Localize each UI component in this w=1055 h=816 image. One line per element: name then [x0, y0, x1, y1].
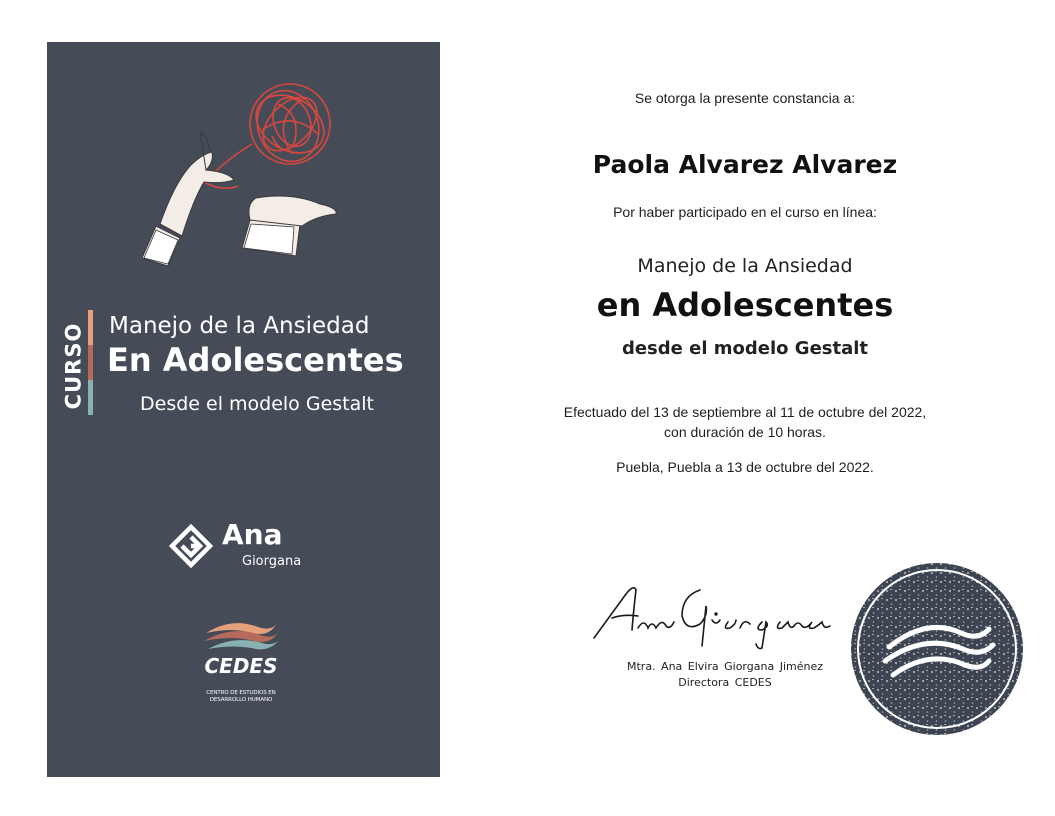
- institution-subtitle-line2: DESARROLLO HUMANO: [209, 697, 273, 703]
- institution-name: CEDES: [204, 654, 278, 678]
- certificate-reason: Por haber participado en el curso en línea:: [613, 204, 877, 220]
- course-dates: Efectuado del 13 de septiembre al 11 de octubre del 2022,: [563, 404, 927, 420]
- place-and-date: Puebla, Puebla a 13 de octubre del 2022.: [616, 459, 874, 475]
- ana-giorgana-logo: [169, 518, 302, 572]
- hands-with-red-yarn-ball-icon: [142, 74, 342, 270]
- recipient-name: Paola Alvarez Alvarez: [592, 150, 898, 179]
- diamond-g-logo-icon: [169, 524, 213, 568]
- banner-title-line3: Desde el modelo Gestalt: [140, 393, 374, 415]
- institution-subtitle-line1: CENTRO DE ESTUDIOS EN: [206, 690, 276, 696]
- accent-color-bar-bottom: [88, 380, 93, 415]
- wave-stamp-icon: [849, 561, 1025, 737]
- banner-title-line2: En Adolescentes: [107, 341, 404, 379]
- institution-subtitle: [187, 690, 295, 704]
- brand-name: Ana: [222, 518, 283, 551]
- handwritten-signature-icon: [590, 576, 850, 650]
- accent-color-bar-middle: [88, 345, 93, 380]
- course-banner: [47, 42, 440, 777]
- signer-role: Directora CEDES: [678, 676, 772, 689]
- accent-color-bar-top: [88, 310, 93, 345]
- signer-name: Mtra. Ana Elvira Giorgana Jiménez: [627, 660, 823, 673]
- course-duration: con duración de 10 horas.: [664, 424, 826, 440]
- course-title-line1: Manejo de la Ansiedad: [637, 255, 853, 277]
- wave-logo-icon: [202, 619, 280, 651]
- course-tag: CURSO: [61, 322, 85, 410]
- brand-subname: Giorgana: [242, 554, 302, 569]
- accent-color-bar: [88, 310, 93, 415]
- course-title-line2: en Adolescentes: [596, 286, 894, 324]
- banner-title-line1: Manejo de la Ansiedad: [109, 313, 370, 339]
- certificate-intro: Se otorga la presente constancia a:: [634, 90, 856, 106]
- course-title-line3: desde el modelo Gestalt: [621, 338, 869, 359]
